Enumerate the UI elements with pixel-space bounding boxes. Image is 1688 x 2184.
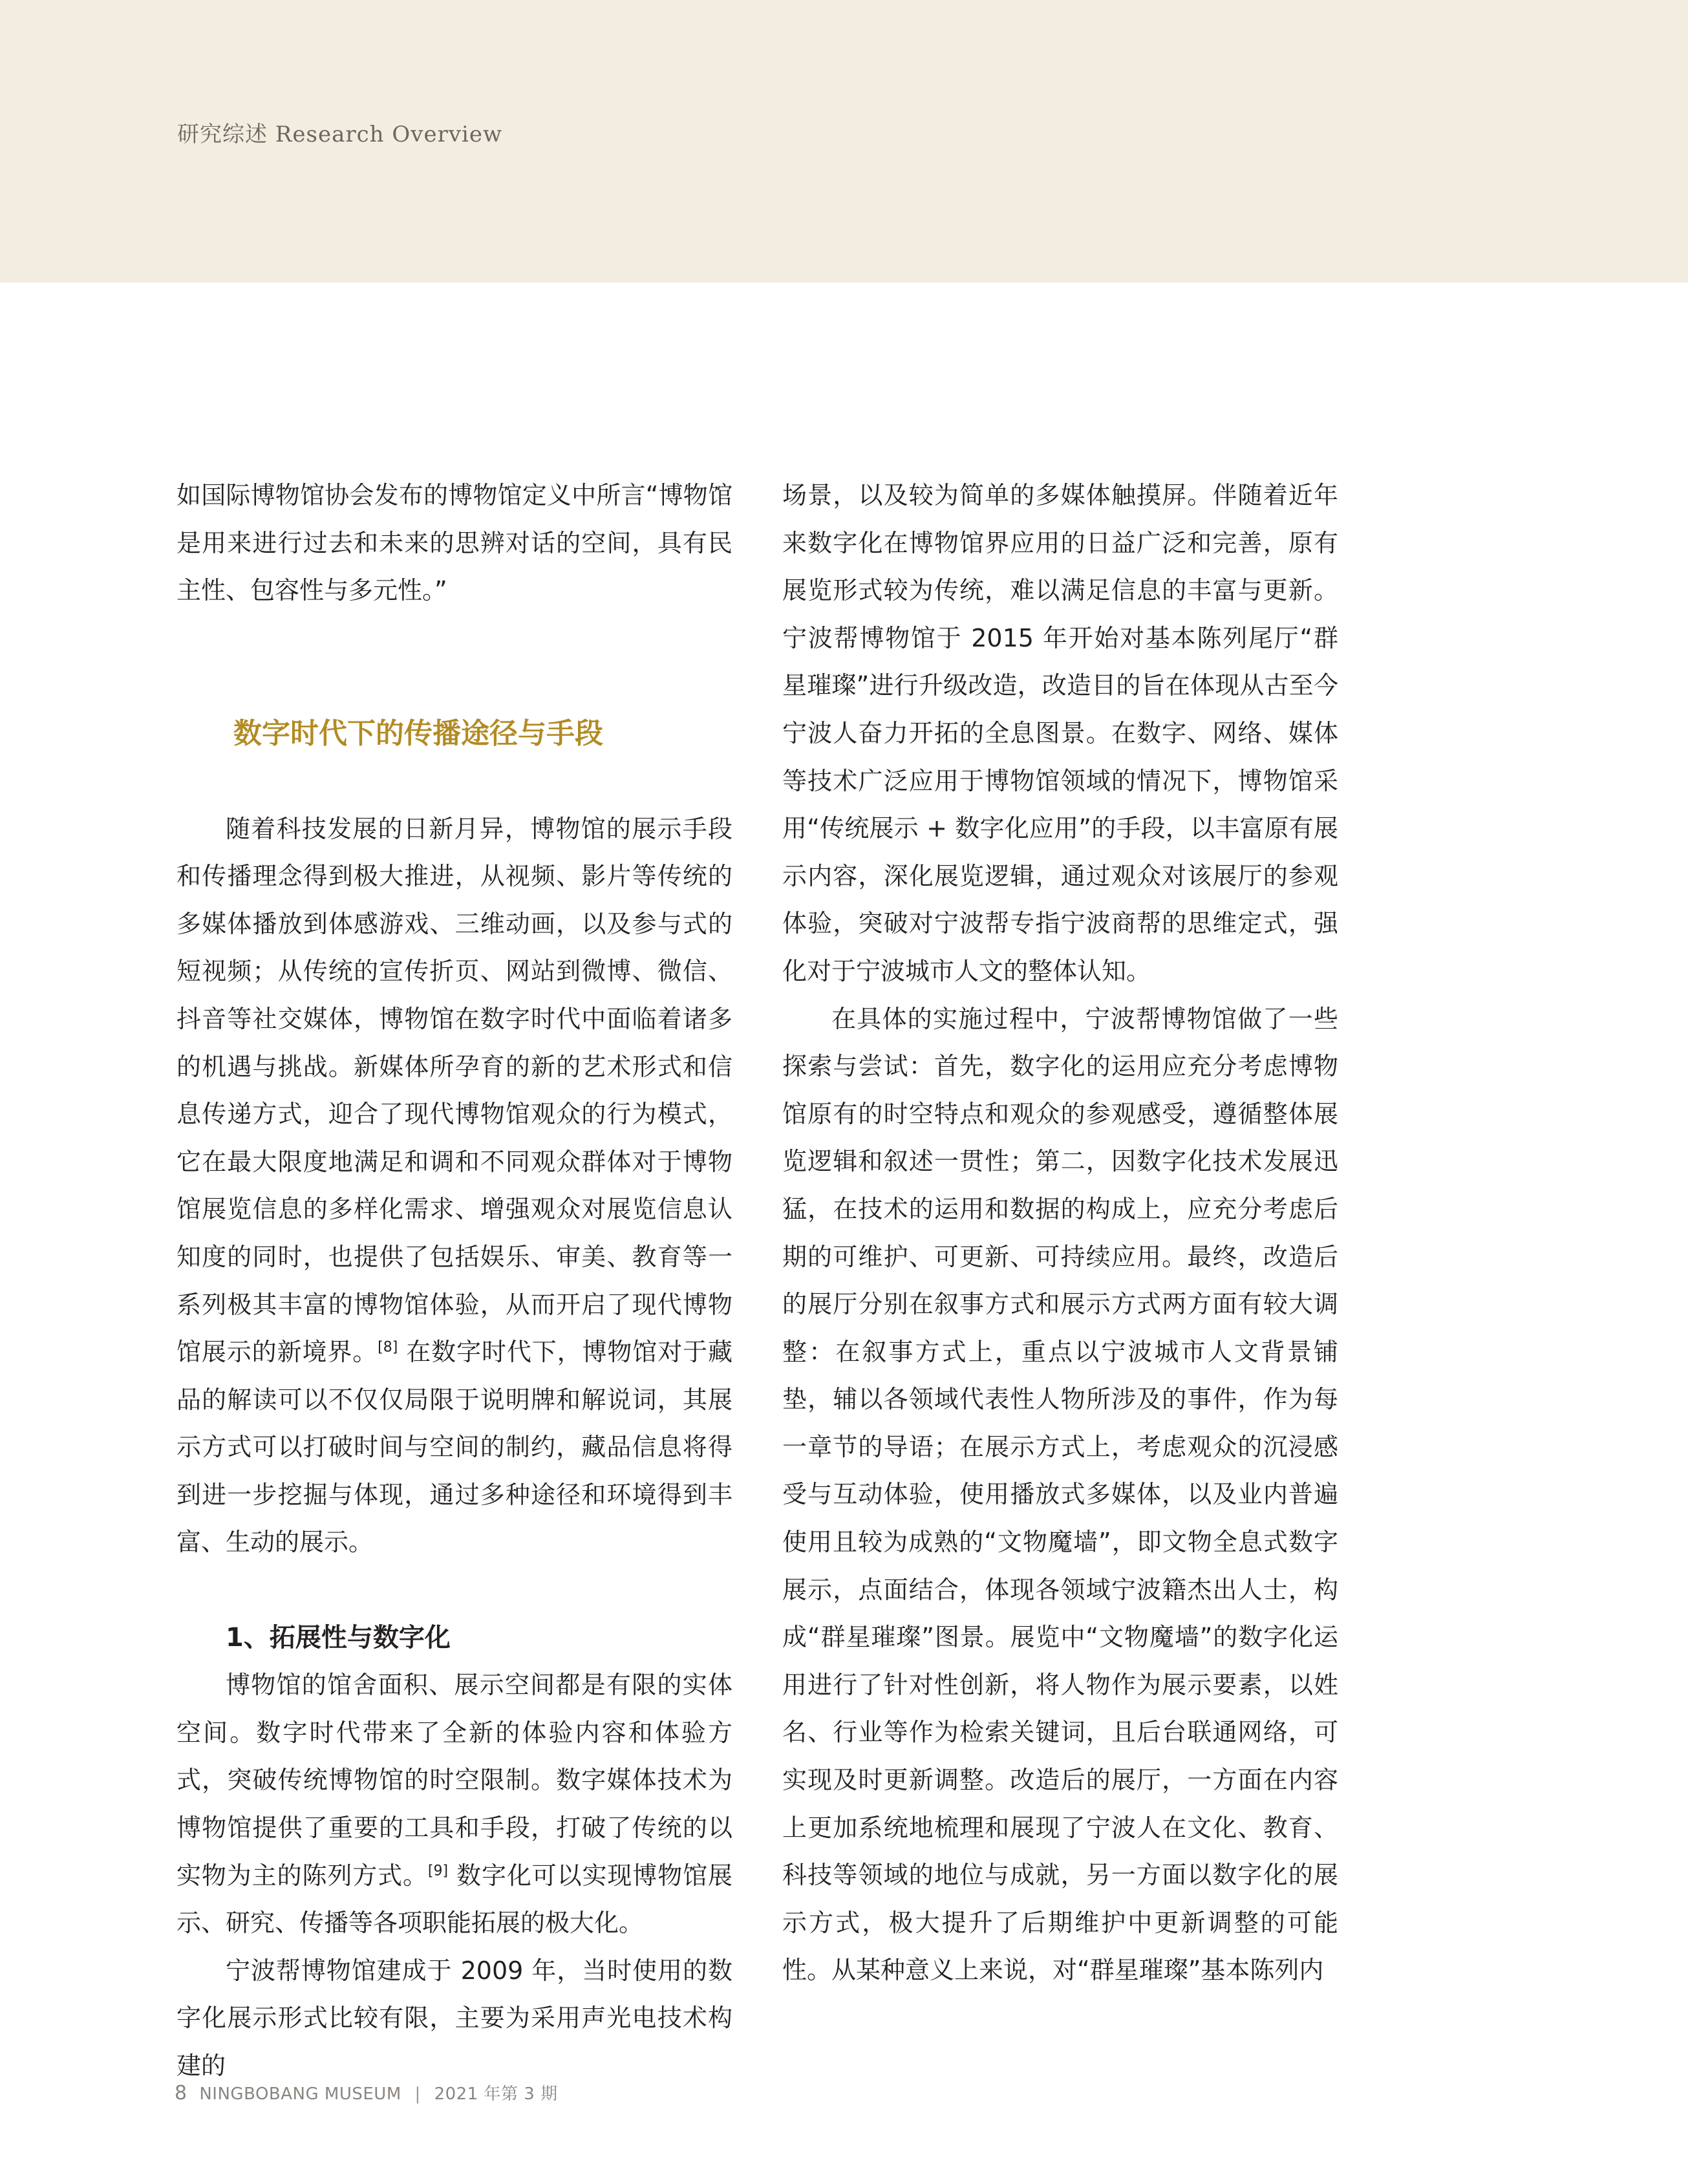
footer-divider: | [414,2084,421,2104]
page-number: 8 [175,2082,187,2104]
reference-marker: [9] [427,1862,449,1879]
publication-name: NINGBOBANG MUSEUM [199,2084,401,2104]
intro-paragraph: 如国际博物馆协会发布的博物馆定义中所言“博物馆是用来进行过去和未来的思辨对话的空间，具有民主性、包容性与多元性。” [176,481,732,605]
right-column [782,472,1338,1995]
spacer [176,615,732,663]
body-paragraph [176,806,732,1567]
body-paragraph: 在具体的实施过程中，宁波帮博物馆做了一些探索与尝试：首先，数字化的运用应充分考虑博物馆原有的时空特点和观众的参观感受，遵循整体展览逻辑和叙述一贯性；第二，因数字化技术发展迅猛，在技术的运用和数据的构成上，应充分考虑后期的可维护、可更新、可持续应用。最终，改造后的展厅分别在叙事方式和展示方式两方面有较大调整：在叙事方式上，重点以宁波城市人文背景铺垫，辅以各领域代表性人物所涉及的事件，作为每一章节的导语；在展示方式上，考虑观众的沉浸感受与互动体验，使用播放式多媒体，以及业内普遍使用且较为成熟的“文物魔墙”，即文物全息式数字展示，点面结合，体现各领域宁波籍杰出人士，构成“群星璀璨”图景。展览中“文物魔墙”的数字化运用进行了针对性创新，将人物作为展示要素，以姓名、行业等作为检索关键词，且后台联通网络，可实现及时更新调整。改造后的展厅，一方面在内容上更加系统地梳理和展现了宁波人在文化、教育、科技等领域的地位与成就，另一方面以数字化的展示方式，极大提升了后期维护中更新调整的可能性。从某种意义上来说，对“群星璀璨”基本陈列内 [782,1004,1338,1985]
body-paragraph: 场景，以及较为简单的多媒体触摸屏。伴随着近年来数字化在博物馆界应用的日益广泛和完善，原有展览形式较为传统，难以满足信息的丰富与更新。宁波帮博物馆于 2015 年开始对基本陈列尾厅“群星璀璨”进行升级改造，改造目的旨在体现从古至今宁波人奋力开拓的全息图景。在数字、网络、媒体等技术广泛应用于博物馆领域的情况下，博物馆采用“传统展示 + 数字化应用”的手段，以丰富原有展示内容，深化展览逻辑，通过观众对该展厅的参观体验，突破对宁波帮专指宁波商帮的思维定式，强化对于宁波城市人文的整体认知。 [782,481,1338,985]
spacer [176,758,732,806]
body-paragraph: 宁波帮博物馆建成于 2009 年，当时使用的数字化展示形式比较有限，主要为采用声光电技术构建的 [176,1956,732,2080]
sub-heading: 1、拓展性与数字化 [226,1622,451,1653]
left-column [176,472,732,2090]
paragraph-text: 博物馆的馆舍面积、展示空间都是有限的实体空间。数字时代带来了全新的体验内容和体验方式，突破传统博物馆的时空限制。数字媒体技术为博物馆提供了重要的工具和手段，打破了传统的以实物为主的陈列方式。 [176,1671,732,1890]
paragraph-text: 随着科技发展的日新月异，博物馆的展示手段和传播理念得到极大推进，从视频、影片等传统的多媒体播放到体感游戏、三维动画，以及参与式的短视频；从传统的宣传折页、网站到微博、微信、抖音等社交媒体，博物馆在数字时代中面临着诸多的机遇与挑战。新媒体所孕育的新的艺术形式和信息传递方式，迎合了现代博物馆观众的行为模式，它在最大限度地满足和调和不同观众群体对于博物馆展览信息的多样化需求、增强观众对展览信息认知度的同时，也提供了包括娱乐、审美、教育等一系列极其丰富的博物馆体验，从而开启了现代博物馆展示的新境界。 [176,814,732,1367]
paragraph-text: 数字化可以实现博物馆展示、研究、传播等各项职能拓展的极大化。 [176,1861,732,1938]
body-paragraph [176,1662,732,1947]
paragraph-text: 在数字时代下，博物馆对于藏品的解读可以不仅仅局限于说明牌和解说词，其展示方式可以打破时间与空间的制约，藏品信息将得到进一步挖掘与体现，通过多种途径和环境得到丰富、生动的展示。 [176,1338,732,1557]
spacer [176,663,732,711]
issue-label: 2021 年第 3 期 [434,2084,558,2104]
section-heading: 数字时代下的传播途径与手段 [233,717,603,751]
page-footer [175,2081,558,2104]
reference-marker: [8] [378,1339,398,1356]
section-label: 研究综述 Research Overview [177,122,503,147]
spacer [176,1567,732,1614]
